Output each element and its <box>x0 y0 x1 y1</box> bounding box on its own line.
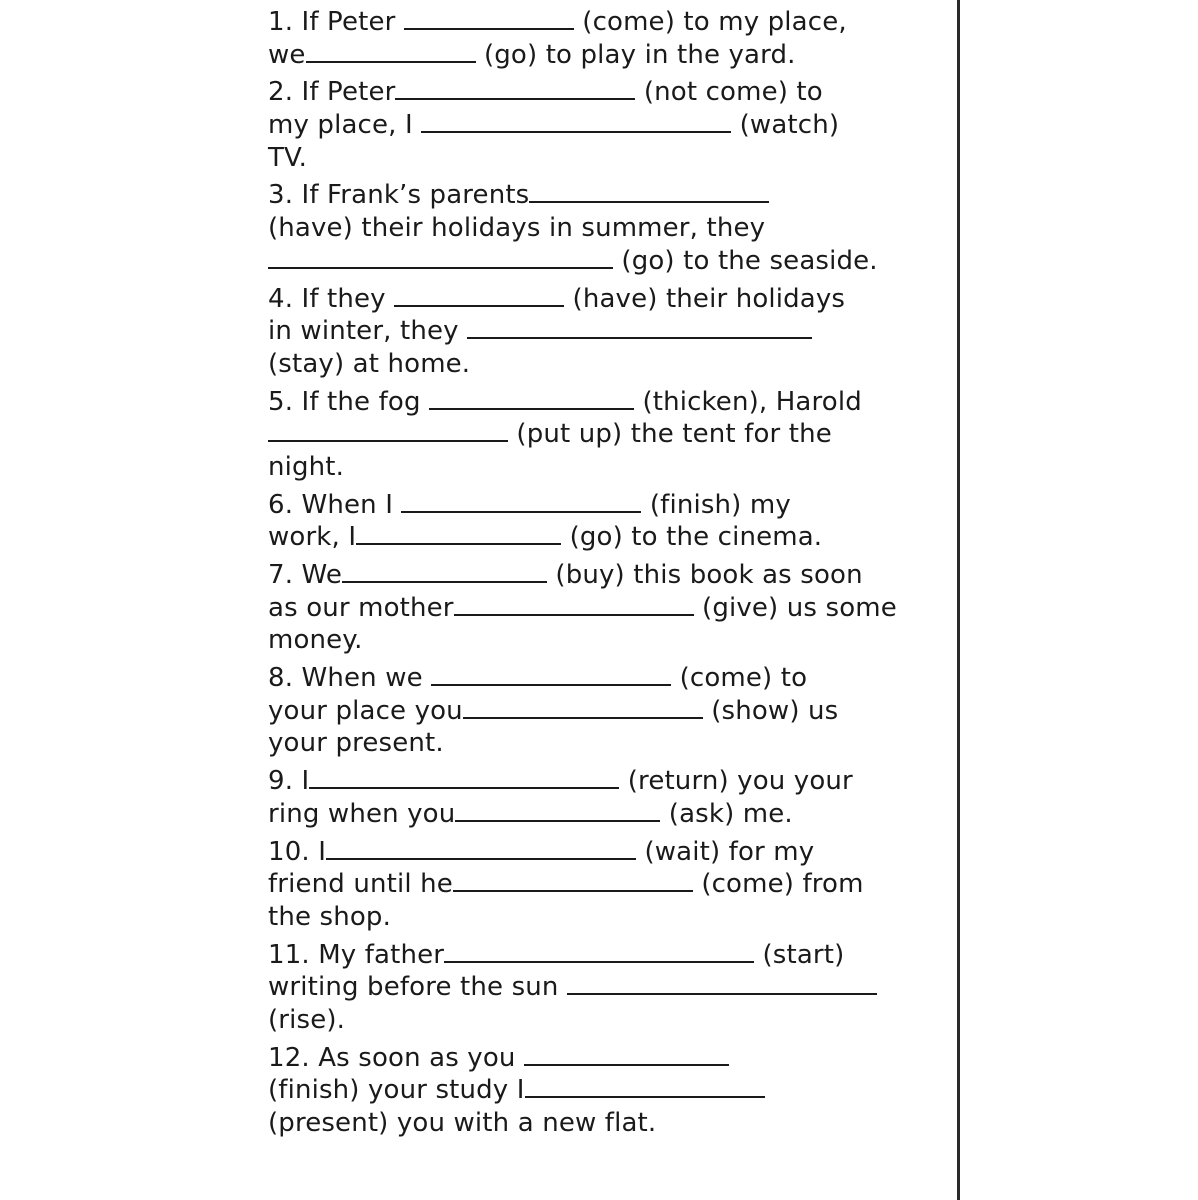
answer-blank[interactable] <box>444 940 754 963</box>
answer-blank[interactable] <box>268 419 508 442</box>
exercise-line <box>268 559 908 592</box>
exercise-line <box>268 451 908 484</box>
exercise-line <box>268 592 908 625</box>
exercise-line <box>268 939 908 972</box>
sentence-text: 1. If Peter <box>268 7 404 37</box>
answer-blank[interactable] <box>455 799 660 822</box>
sentence-text: (come) from <box>692 869 864 900</box>
sentence-text: (have) their holidays in summer, they <box>268 213 766 244</box>
answer-blank[interactable] <box>463 696 703 719</box>
sentence-text: ring when you <box>268 798 456 829</box>
sentence-text: we <box>268 39 306 70</box>
sentence-text: TV. <box>268 142 308 173</box>
exercise-line <box>268 971 908 1004</box>
answer-blank[interactable] <box>404 7 574 30</box>
sentence-text: (return) you your <box>619 766 853 797</box>
sentence-text: (put up) the tent for the <box>508 419 832 450</box>
sentence-text: money. <box>268 625 363 656</box>
exercise-line <box>268 901 908 934</box>
exercise-line <box>268 695 908 728</box>
exercise-line <box>268 76 908 109</box>
answer-blank[interactable] <box>268 246 613 269</box>
sentence-text: 3. If Frank’s parents <box>268 180 530 211</box>
sentence-text: night. <box>268 451 345 482</box>
sentence-text: in winter, they <box>268 316 468 347</box>
sentence-text: (not come) to <box>635 77 823 108</box>
exercise-item-4 <box>268 283 908 381</box>
exercise-line <box>268 386 908 419</box>
answer-blank[interactable] <box>429 387 634 410</box>
exercise-line <box>268 245 908 278</box>
sentence-text: (come) to my place, <box>573 7 847 37</box>
answer-blank[interactable] <box>356 522 561 545</box>
sentence-text: friend until he <box>268 869 453 900</box>
sentence-text: 8. When we <box>268 663 432 694</box>
exercise-line <box>268 1042 908 1075</box>
sentence-text: the shop. <box>268 901 391 932</box>
answer-blank[interactable] <box>467 316 812 339</box>
exercise-line <box>268 142 908 175</box>
sentence-text: 5. If the fog <box>268 386 430 417</box>
answer-blank[interactable] <box>421 110 731 133</box>
exercise-line <box>268 1004 908 1037</box>
sentence-text: (thicken), Harold <box>634 386 862 417</box>
exercise-item-7 <box>268 559 908 657</box>
exercise-line <box>268 836 908 869</box>
worksheet <box>268 6 908 1145</box>
sentence-text: 11. My father <box>268 939 445 970</box>
sentence-text: 7. We <box>268 560 343 590</box>
sentence-text: as our mother <box>268 592 454 623</box>
exercise-item-10 <box>268 836 908 934</box>
sentence-text: (buy) this book as soon <box>547 560 863 590</box>
sentence-text: 4. If they <box>268 283 395 314</box>
answer-blank[interactable] <box>309 766 619 789</box>
answer-blank[interactable] <box>342 560 547 583</box>
answer-blank[interactable] <box>394 284 564 307</box>
exercise-line <box>268 868 908 901</box>
exercise-item-5 <box>268 386 908 484</box>
sentence-text: (go) to play in the yard. <box>475 39 796 70</box>
exercise-line <box>268 6 908 39</box>
answer-blank[interactable] <box>567 972 877 995</box>
answer-blank[interactable] <box>306 40 476 63</box>
sentence-text: writing before the sun <box>268 972 567 1003</box>
sentence-text: my place, I <box>268 110 422 141</box>
answer-blank[interactable] <box>529 180 769 203</box>
exercise-item-1 <box>268 6 908 71</box>
exercise-line <box>268 212 908 245</box>
exercise-line <box>268 624 908 657</box>
exercise-line <box>268 39 908 72</box>
exercise-line <box>268 489 908 522</box>
exercise-line <box>268 315 908 348</box>
sentence-text: 6. When I <box>268 489 402 520</box>
sentence-text: (show) us <box>702 695 839 726</box>
sentence-text: (rise). <box>268 1004 346 1035</box>
exercise-line <box>268 109 908 142</box>
sentence-text: (wait) for my <box>636 836 815 867</box>
exercise-line <box>268 521 908 554</box>
answer-blank[interactable] <box>524 1043 729 1066</box>
sentence-text: (finish) my <box>641 489 791 520</box>
sentence-text: 9. I <box>268 766 310 797</box>
exercise-item-12 <box>268 1042 908 1140</box>
sentence-text: (give) us some <box>693 592 897 623</box>
exercise-line <box>268 727 908 760</box>
answer-blank[interactable] <box>454 593 694 616</box>
sentence-text: (stay) at home. <box>268 348 471 379</box>
exercise-line <box>268 798 908 831</box>
sentence-text: (start) <box>754 939 845 970</box>
exercise-line <box>268 283 908 316</box>
sentence-text: (go) to the seaside. <box>613 245 878 276</box>
sentence-text: (present) you with a new flat. <box>268 1108 657 1138</box>
exercise-line <box>268 1074 908 1107</box>
sentence-text: 12. As soon as you <box>268 1042 524 1073</box>
exercise-item-9 <box>268 765 908 830</box>
answer-blank[interactable] <box>395 77 635 100</box>
exercise-item-6 <box>268 489 908 554</box>
exercise-item-2 <box>268 76 908 174</box>
exercise-item-11 <box>268 939 908 1037</box>
exercise-line <box>268 418 908 451</box>
sentence-text: work, I <box>268 522 357 553</box>
exercise-line <box>268 662 908 695</box>
sentence-text: 10. I <box>268 836 327 867</box>
sentence-text: (come) to <box>671 663 808 694</box>
sentence-text: (have) their holidays <box>564 283 846 314</box>
answer-blank[interactable] <box>525 1075 765 1098</box>
sentence-text: 2. If Peter <box>268 77 396 108</box>
answer-blank[interactable] <box>326 837 636 860</box>
exercise-line <box>268 348 908 381</box>
sentence-text: (finish) your study I <box>268 1075 525 1106</box>
answer-blank[interactable] <box>453 869 693 892</box>
sentence-text: your place you <box>268 695 463 726</box>
answer-blank[interactable] <box>401 490 641 513</box>
page-edge-line <box>957 0 960 1200</box>
exercise-line <box>268 179 908 212</box>
exercise-line <box>268 765 908 798</box>
sentence-text: (watch) <box>731 110 840 141</box>
answer-blank[interactable] <box>431 663 671 686</box>
sentence-text: (go) to the cinema. <box>561 522 823 553</box>
exercise-line <box>268 1107 908 1140</box>
exercise-item-8 <box>268 662 908 760</box>
exercise-item-3 <box>268 179 908 277</box>
sentence-text: (ask) me. <box>660 798 793 829</box>
sentence-text: your present. <box>268 728 444 759</box>
